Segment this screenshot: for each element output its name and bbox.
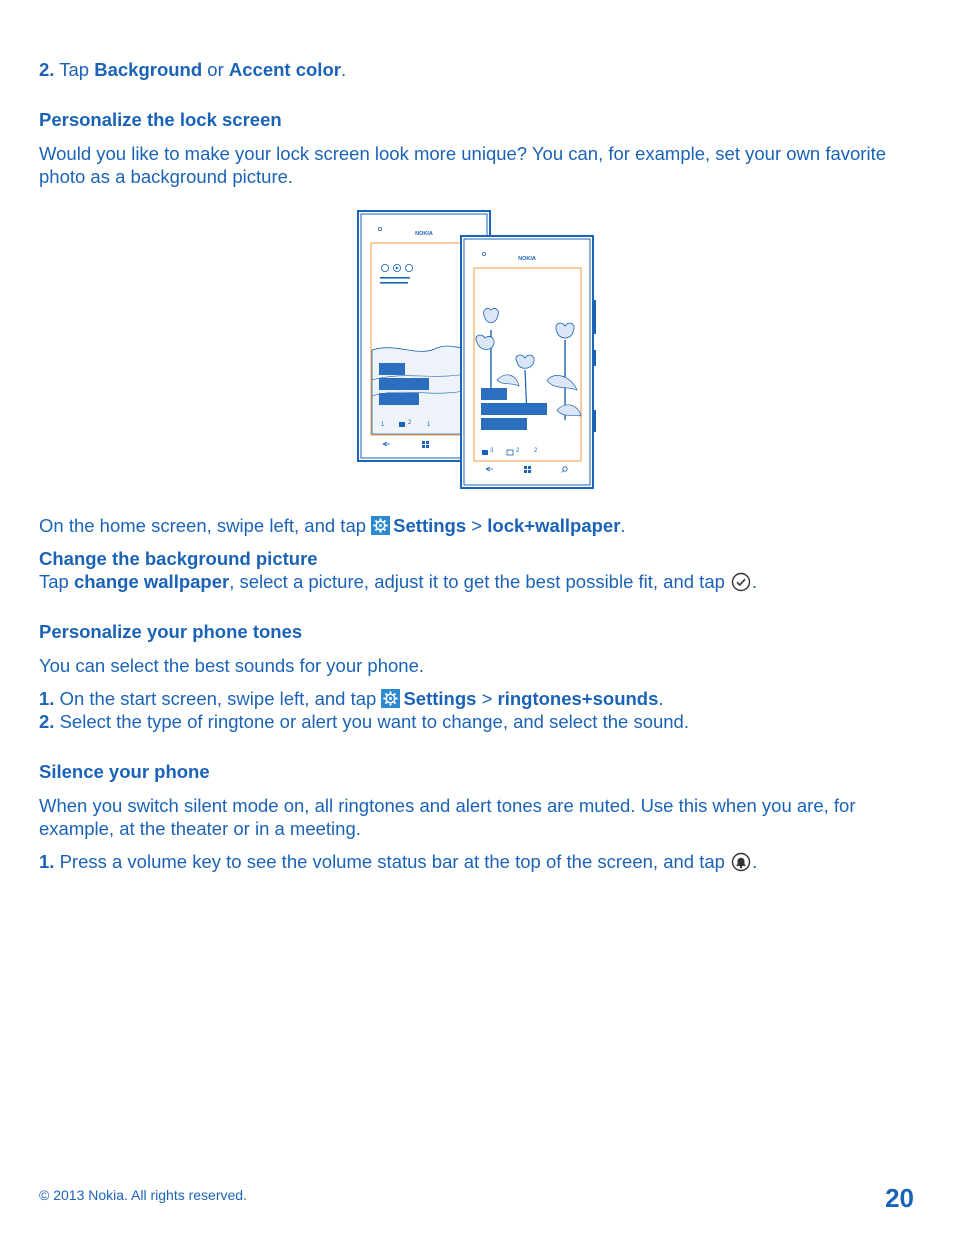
- accent-color-term: Accent color: [228, 59, 341, 80]
- home-screen-instruction: [39, 514, 626, 537]
- step-text: Press a volume key to see the volume status bar at the top of the screen, and tap: [59, 851, 725, 872]
- lock-screen-phones-illustration: [357, 210, 597, 490]
- step-number: 1.: [39, 688, 55, 709]
- period: .: [752, 571, 758, 592]
- instruction-text: , select a picture, adjust it to get the best possible fit, and tap: [229, 571, 725, 592]
- change-background-instruction: [39, 570, 757, 593]
- tones-step-1: [39, 687, 664, 710]
- step-number: 2.: [39, 59, 55, 80]
- step-text: or: [207, 59, 224, 80]
- bell-icon: [731, 852, 751, 872]
- svg-text:2: 2: [516, 448, 520, 454]
- settings-icon: [371, 516, 390, 535]
- lock-body-line-2: photo as a background picture.: [39, 166, 294, 187]
- nokia-logo-back: NOKIA: [415, 231, 433, 237]
- separator: >: [471, 515, 483, 536]
- tones-step-2: [39, 710, 689, 733]
- background-term: Background: [94, 59, 203, 80]
- instruction-text: Tap: [39, 571, 69, 592]
- phone-tones-body: You can select the best sounds for your phone.: [39, 655, 424, 676]
- step-number: 1.: [39, 851, 55, 872]
- nokia-logo-front: NOKIA: [518, 256, 536, 262]
- copyright: © 2013 Nokia. All rights reserved.: [39, 1187, 247, 1203]
- silence-body-line-1: When you switch silent mode on, all ringtones and alert tones are muted. Use this when you are, for: [39, 795, 856, 816]
- svg-text:2: 2: [534, 448, 538, 454]
- ringtones-sounds-term: ringtones+sounds: [497, 688, 659, 709]
- checkmark-icon: [731, 572, 751, 592]
- step-text: On the start screen, swipe left, and tap: [59, 688, 377, 709]
- svg-text:1: 1: [381, 422, 385, 428]
- svg-text:1: 1: [427, 422, 431, 428]
- step-number: 2.: [39, 711, 55, 732]
- settings-term: Settings: [393, 515, 467, 536]
- page-number: 20: [885, 1183, 914, 1213]
- silence-step-1: [39, 850, 757, 873]
- svg-text:2: 2: [408, 420, 412, 426]
- lock-screen-body: [39, 142, 919, 188]
- period: .: [752, 851, 758, 872]
- step-text: Tap: [59, 59, 90, 80]
- period: .: [620, 515, 626, 536]
- settings-icon: [381, 689, 400, 708]
- lock-wallpaper-term: lock+wallpaper: [487, 515, 621, 536]
- period: .: [340, 59, 347, 80]
- step-2-tap-background: [39, 58, 346, 81]
- change-wallpaper-term: change wallpaper: [73, 571, 230, 592]
- silence-body-line-2: example, at the theater or in a meeting.: [39, 818, 361, 839]
- lock-body-line-1: Would you like to make your lock screen look more unique? You can, for example, set your own favorite: [39, 143, 886, 164]
- period: .: [658, 688, 664, 709]
- heading-lock-screen: Personalize the lock screen: [39, 109, 282, 130]
- step-text: Select the type of ringtone or alert you want to change, and select the sound.: [59, 711, 689, 732]
- svg-text:3: 3: [490, 448, 494, 454]
- front-phone: [461, 236, 596, 488]
- heading-phone-tones: Personalize your phone tones: [39, 621, 303, 642]
- instruction-text: On the home screen, swipe left, and tap: [39, 515, 367, 536]
- heading-silence-phone: Silence your phone: [39, 761, 210, 782]
- silence-body: [39, 794, 919, 840]
- separator: >: [481, 688, 493, 709]
- settings-term: Settings: [403, 688, 477, 709]
- heading-change-background: Change the background picture: [39, 548, 318, 569]
